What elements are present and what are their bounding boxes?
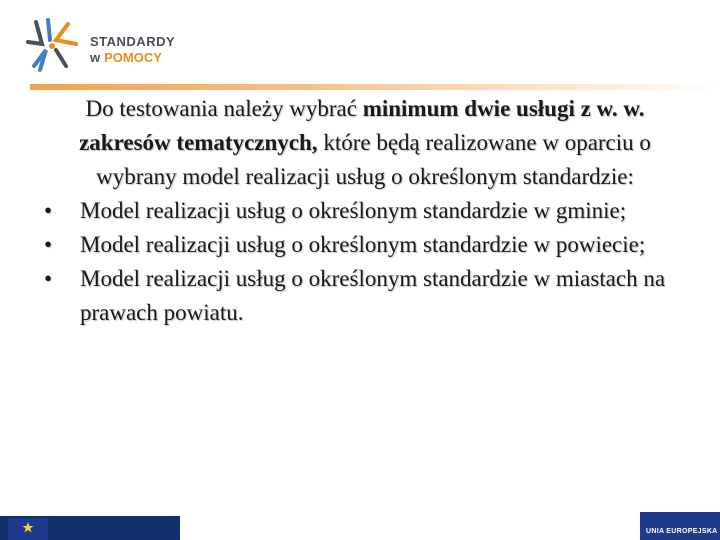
bullet-text: Model realizacji usług o określonym standardzie w gminie; <box>80 198 627 223</box>
list-item <box>40 228 690 262</box>
intro-bold-text: minimum dwie usługi z w. w. zakresów tematycznych, <box>79 96 645 155</box>
logo-subtitle: POMOCY <box>104 50 162 65</box>
bullet-icon: • <box>44 266 53 291</box>
logo-title: STANDARDY <box>90 34 176 49</box>
intro-text-2: które będą realizowane w oparciu o wybrany model realizacji usług o określonym standardzie: <box>96 130 651 189</box>
header-divider <box>30 84 720 90</box>
eu-label: UNIA EUROPEJSKA <box>646 528 718 535</box>
star-figure-icon <box>22 14 86 74</box>
logo-prefix: w <box>90 50 101 65</box>
standardy-w-pomocy-logo <box>22 14 202 74</box>
bullet-text: Model realizacji usług o określonym standardzie w miastach na prawach powiatu. <box>80 266 666 325</box>
bullet-text: Model realizacji usług o określonym standardzie w powiecie; <box>80 232 646 257</box>
footer-eu-flag-icon <box>0 506 180 540</box>
bullet-list <box>40 194 690 330</box>
bullet-icon: • <box>44 198 53 223</box>
slide-body <box>40 92 690 330</box>
list-item <box>40 194 690 228</box>
intro-text-1: Do testowania należy wybrać <box>85 96 363 121</box>
bullet-icon: • <box>44 232 53 257</box>
eu-badge <box>640 512 720 540</box>
list-item <box>40 262 690 330</box>
intro-paragraph <box>40 92 690 194</box>
footer-logo-strip <box>0 506 180 540</box>
